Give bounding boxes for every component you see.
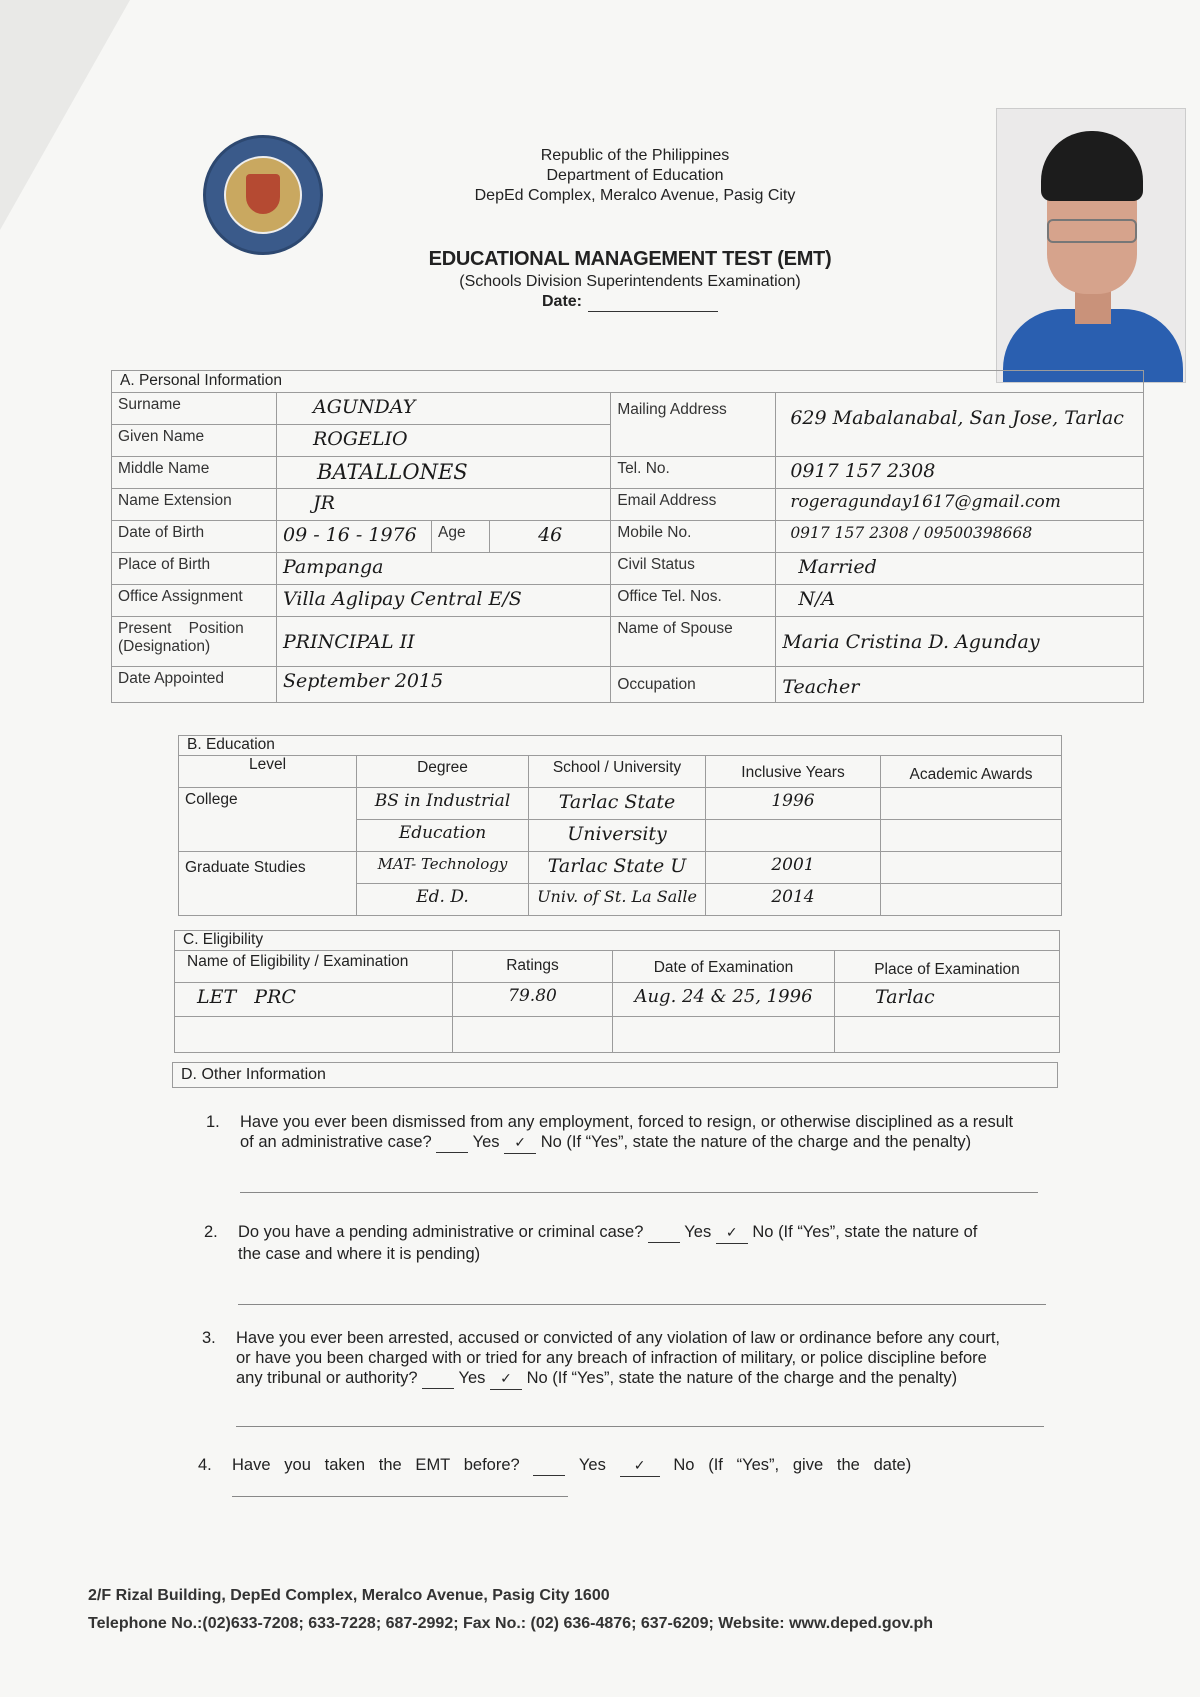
q2-yes-blank[interactable]	[648, 1222, 680, 1243]
q1-yes-label: Yes	[472, 1133, 500, 1151]
edu-header-school: School / University	[529, 756, 706, 788]
question-2-line-1	[238, 1222, 1058, 1244]
question-4-prompt: Have you taken the EMT before?	[232, 1456, 520, 1474]
footer-address: 2/F Rizal Building, DepEd Complex, Meralco Avenue, Pasig City 1600	[88, 1587, 610, 1604]
civil-status-label: Civil Status	[611, 553, 776, 585]
email-value: rogeragunday1617@gmail.com	[776, 489, 1144, 521]
table-row: LET PRC	[175, 983, 453, 1017]
date-blank	[588, 293, 718, 312]
mailing-label: Mailing Address	[611, 393, 776, 457]
question-2-tail: No (If “Yes”, state the nature of	[752, 1223, 978, 1241]
date-label: Date:	[541, 293, 582, 310]
table-row	[881, 820, 1062, 852]
surname-label: Surname	[112, 393, 277, 425]
table-row: Ed. D.	[357, 884, 529, 916]
table-row	[175, 1017, 453, 1053]
q3-yes-label: Yes	[458, 1369, 486, 1387]
question-1	[206, 1112, 1060, 1154]
table-row: Tarlac State	[529, 788, 706, 820]
question-2-number: 2.	[204, 1223, 218, 1241]
age-label: Age	[432, 521, 490, 553]
surname-value: AGUNDAY	[277, 393, 611, 425]
header-line-2: Department of Education	[546, 167, 724, 184]
table-row: Tarlac	[835, 983, 1060, 1017]
question-2-prompt: Do you have a pending administrative or criminal case?	[238, 1223, 644, 1241]
question-4	[198, 1455, 1062, 1477]
mobile-value: 0917 157 2308 / 09500398668	[776, 521, 1144, 553]
form-title: EDUCATIONAL MANAGEMENT TEST (EMT)	[428, 248, 832, 270]
name-ext-label: Name Extension	[112, 489, 277, 521]
spouse-value: Maria Cristina D. Agunday	[776, 617, 1144, 667]
date-appointed-value: September 2015	[277, 667, 611, 703]
office-tel-label: Office Tel. Nos.	[611, 585, 776, 617]
college-label: College	[179, 788, 357, 852]
question-2-line-2: the case and where it is pending)	[238, 1245, 481, 1263]
table-row: Aug. 24 & 25, 1996	[613, 983, 835, 1017]
table-row	[706, 820, 881, 852]
age-value: 46	[490, 521, 611, 553]
occupation-label: Occupation	[611, 667, 776, 703]
q3-answer-line[interactable]	[236, 1426, 1044, 1427]
table-row: BS in Industrial	[357, 788, 529, 820]
q4-no-checkmark-icon[interactable]: ✓	[620, 1456, 660, 1477]
eligibility-section-title: C. Eligibility	[175, 931, 1060, 951]
office-assignment-label: Office Assignment	[112, 585, 277, 617]
table-row: University	[529, 820, 706, 852]
email-label: Email Address	[611, 489, 776, 521]
table-row	[881, 884, 1062, 916]
elig-header-date: Date of Examination	[613, 951, 835, 983]
office-tel-value: N/A	[776, 585, 1144, 617]
edu-header-level: Level	[179, 756, 357, 788]
letterhead	[420, 146, 850, 206]
question-1-number: 1.	[206, 1113, 220, 1131]
name-ext-value: JR	[277, 489, 611, 521]
edu-header-years: Inclusive Years	[706, 756, 881, 788]
education-section-title: B. Education	[179, 736, 1062, 756]
civil-status-value: Married	[776, 553, 1144, 585]
deped-seal-icon	[203, 135, 323, 255]
dob-value: 09 - 16 - 1976	[277, 521, 432, 553]
question-1-line-2	[240, 1132, 1060, 1154]
q4-answer-line[interactable]	[232, 1496, 568, 1497]
table-row: MAT- Technology	[357, 852, 529, 884]
question-3-number: 3.	[202, 1329, 216, 1347]
header-line-1: Republic of the Philippines	[540, 147, 730, 164]
pob-label: Place of Birth	[112, 553, 277, 585]
office-assignment-value: Villa Aglipay Central E/S	[277, 585, 611, 617]
question-3-prompt: any tribunal or authority?	[236, 1369, 418, 1387]
q1-yes-blank[interactable]	[436, 1132, 468, 1153]
elig-header-place: Place of Examination	[835, 951, 1060, 983]
q1-no-checkmark-icon[interactable]: ✓	[504, 1133, 536, 1154]
table-row	[835, 1017, 1060, 1053]
question-1-tail: No (If “Yes”, state the nature of the charge and the penalty)	[540, 1133, 972, 1151]
page-fold	[0, 0, 130, 230]
edu-header-awards: Academic Awards	[881, 756, 1062, 788]
form-subtitle: (Schools Division Superintendents Examination)	[459, 273, 801, 290]
question-2	[204, 1222, 1058, 1264]
q3-yes-blank[interactable]	[422, 1368, 454, 1389]
q4-yes-blank[interactable]	[533, 1455, 565, 1476]
given-name-value: ROGELIO	[277, 425, 611, 457]
mobile-label: Mobile No.	[611, 521, 776, 553]
table-row: Tarlac State U	[529, 852, 706, 884]
footer-contact: Telephone No.:(02)633-7208; 633-7228; 687-2992; Fax No.: (02) 636-4876; 637-6209; Website: www.deped.gov.ph	[88, 1615, 934, 1632]
table-row	[881, 852, 1062, 884]
personal-info-table	[111, 370, 1144, 703]
dob-label: Date of Birth	[112, 521, 277, 553]
q4-yes-label: Yes	[578, 1456, 606, 1474]
table-row: Education	[357, 820, 529, 852]
header-line-3: DepEd Complex, Meralco Avenue, Pasig City	[474, 187, 796, 204]
middle-name-value: BATALLONES	[277, 457, 611, 489]
other-section-title: D. Other Information	[172, 1062, 1058, 1088]
mailing-value: 629 Mabalanabal, San Jose, Tarlac	[776, 393, 1144, 457]
position-label-line-2: (Designation)	[118, 638, 211, 655]
table-row: 2014	[706, 884, 881, 916]
question-4-line-1	[232, 1455, 1062, 1477]
date-field	[380, 293, 880, 312]
table-row: 2001	[706, 852, 881, 884]
tel-label: Tel. No.	[611, 457, 776, 489]
applicant-photo-icon	[996, 108, 1186, 383]
table-row: 1996	[706, 788, 881, 820]
education-table	[178, 735, 1062, 916]
eligibility-table	[174, 930, 1060, 1053]
tel-value: 0917 157 2308	[776, 457, 1144, 489]
q1-answer-line[interactable]	[240, 1192, 1038, 1193]
given-name-label: Given Name	[112, 425, 277, 457]
question-3-tail: No (If “Yes”, state the nature of the charge and the penalty)	[526, 1369, 958, 1387]
question-4-tail: No (If “Yes”, give the date)	[673, 1456, 912, 1474]
grad-studies-label: Graduate Studies	[179, 852, 357, 916]
q3-no-checkmark-icon[interactable]: ✓	[490, 1369, 522, 1390]
form-title-block	[380, 248, 880, 312]
personal-section-title: A. Personal Information	[112, 371, 1144, 393]
question-1-line-1: Have you ever been dismissed from any employment, forced to resign, or otherwise disciplined as a result	[240, 1113, 1014, 1131]
footer	[88, 1582, 933, 1638]
position-label	[112, 617, 277, 667]
elig-header-ratings: Ratings	[453, 951, 613, 983]
occupation-value: Teacher	[776, 667, 1144, 703]
position-value: PRINCIPAL II	[277, 617, 611, 667]
question-3-line-3	[236, 1368, 1064, 1390]
spouse-label: Name of Spouse	[611, 617, 776, 667]
middle-name-label: Middle Name	[112, 457, 277, 489]
date-appointed-label: Date Appointed	[112, 667, 277, 703]
table-row	[613, 1017, 835, 1053]
table-row: 79.80	[453, 983, 613, 1017]
question-1-prompt: of an administrative case?	[240, 1133, 432, 1151]
q2-no-checkmark-icon[interactable]: ✓	[716, 1223, 748, 1244]
position-label-line-1: Present Position	[118, 620, 244, 637]
table-row	[453, 1017, 613, 1053]
q2-answer-line[interactable]	[238, 1304, 1046, 1305]
table-row: Univ. of St. La Salle	[529, 884, 706, 916]
question-4-number: 4.	[198, 1456, 212, 1474]
edu-header-degree: Degree	[357, 756, 529, 788]
table-row	[881, 788, 1062, 820]
question-3	[202, 1328, 1064, 1390]
elig-header-name: Name of Eligibility / Examination	[175, 951, 453, 983]
question-3-line-2: or have you been charged with or tried for any breach of infraction of military, or police discipline before	[236, 1349, 987, 1367]
pob-value: Pampanga	[277, 553, 611, 585]
q2-yes-label: Yes	[684, 1223, 712, 1241]
question-3-line-1: Have you ever been arrested, accused or convicted of any violation of law or ordinance before any court,	[236, 1329, 1001, 1347]
